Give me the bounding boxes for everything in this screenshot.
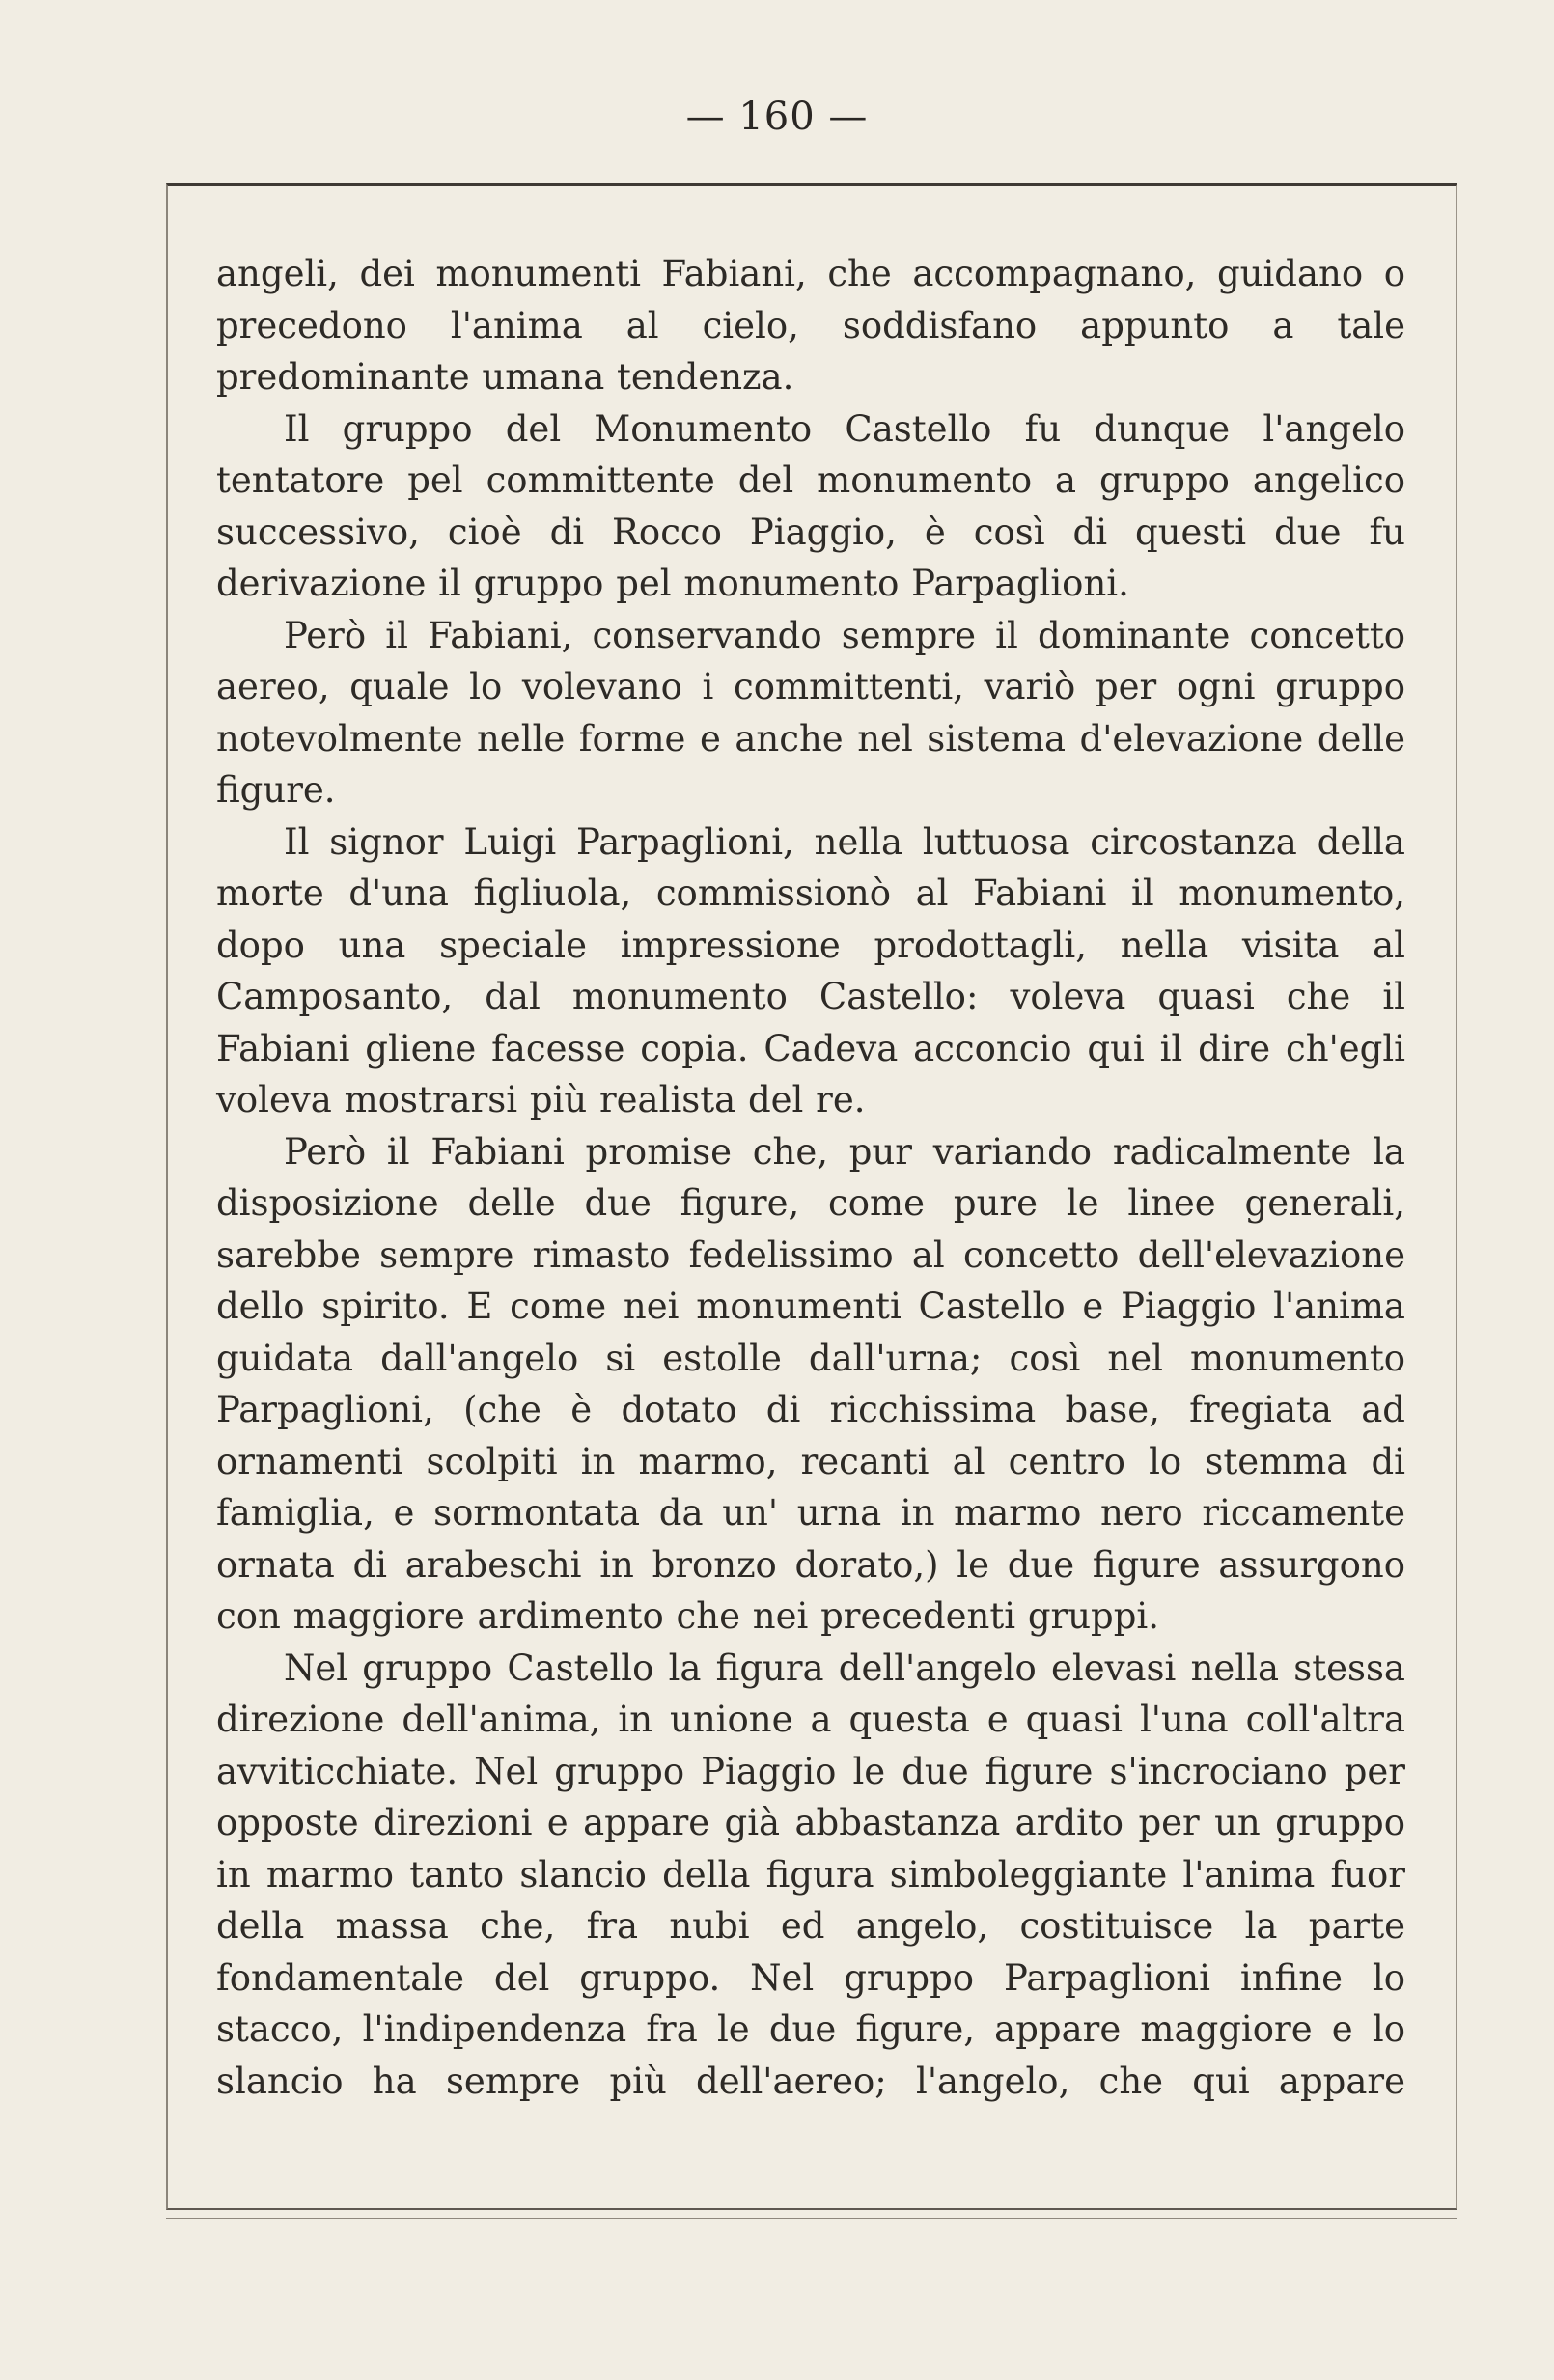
body-text [216,248,1405,2107]
paragraph-3: Però il Fabiani, conservando sempre il dominante concetto aereo, quale lo volevano i committenti, variò per ogni gruppo notevolmente nelle forme e anche nel sistema d'elevazione delle figure. [216,614,1405,811]
page-number: — 160 — [685,95,869,139]
paragraph-5: Però il Fabiani promise che, pur variando radicalmente la disposizione delle due figure, come pure le linee generali, sarebbe sempre rimasto fedelissimo al concetto dell'elevazione dello spirito. E come nei monumenti Castello e Piaggio l'anima guidata dall'angelo si estolle dall'urna; così nel monumento Parpaglioni, (che è dotato di ricchissima base, fregiata ad ornamenti scolpiti in marmo, recanti al centro lo stemma di famiglia, e sormontata da un' urna in marmo nero riccamente ornata di arabeschi in bronzo dorato,) le due figure assurgono con maggiore ardimento che nei precedenti gruppi. [216,1130,1405,1637]
paragraph-4: Il signor Luigi Parpaglioni, nella luttuosa circostanza della morte d'una figliuola, commissionò al Fabiani il monumento, dopo una speciale impressione prodottagli, nella visita al Camposanto, dal monumento Castello: voleva quasi che il Fabiani gliene facesse copia. Cadeva acconcio qui il dire ch'egli voleva mostrarsi più realista del re. [216,820,1405,1121]
paragraph-2: Il gruppo del Monumento Castello fu dunque l'angelo tentatore pel committente del monumento a gruppo angelico successivo, cioè di Rocco Piaggio, è così di questi due fu derivazione il gruppo pel monumento Parpaglioni. [216,407,1405,604]
bottom-rule [166,2218,1457,2219]
paragraph-6: Nel gruppo Castello la figura dell'angelo elevasi nella stessa direzione dell'anima, in unione a questa e quasi l'una coll'altra avviticchiate. Nel gruppo Piaggio le due figure s'incrociano per opposte direzioni e appare già abbastanza ardito per un gruppo in marmo tanto slancio della figura simboleggiante l'anima fuor della massa che, fra nubi ed angelo, costituisce la parte fondamentale del gruppo. Nel gruppo Parpaglioni infine lo stacco, l'indipendenza fra le due figure, appare maggiore e lo slancio ha sempre più dell'aereo; l'angelo, che qui appare [216,1647,1405,2102]
paragraph-1: angeli, dei monumenti Fabiani, che accompagnano, guidano o precedono l'anima al cielo, soddisfano appunto a tale predominante umana tendenza. [216,253,1405,398]
